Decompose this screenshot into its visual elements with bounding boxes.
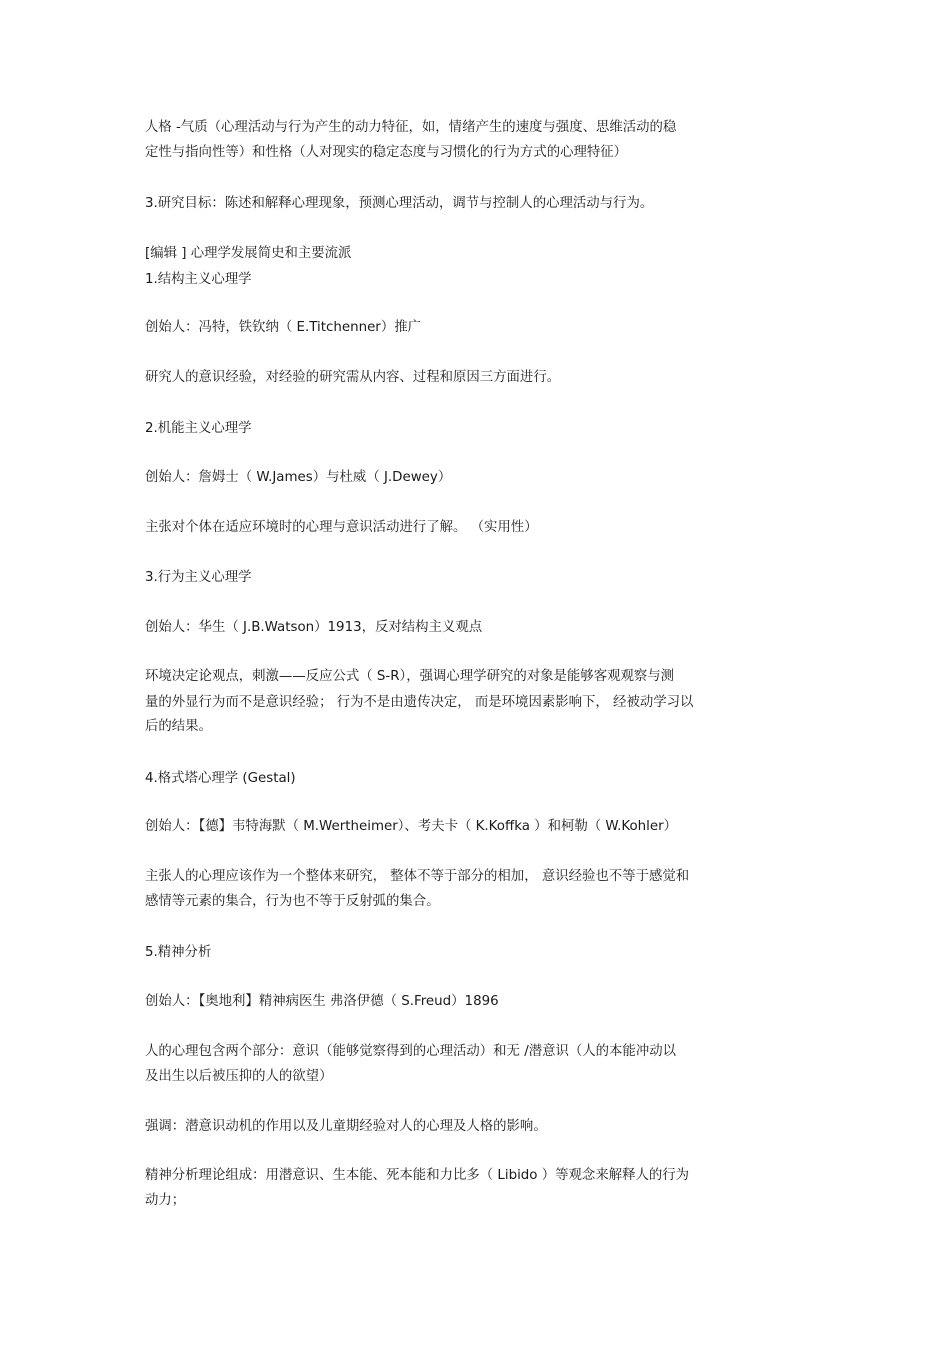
gestalt-founder: 创始人：【德】韦特海默（ M.Wertheimer）、考夫卡（ K.Koffka ）和柯勒（ W.Kohler）: [145, 819, 678, 834]
psychoanalysis-desc-2: 及出生以后被压抑的人的欲望）: [145, 1069, 333, 1084]
psychoanalysis-desc-1: 人的心理包含两个部分：意识（能够觉察得到的心理活动）和无 /潜意识（人的本能冲动以: [145, 1044, 676, 1059]
heading-psychoanalysis: 5.精神分析: [145, 945, 212, 960]
psychoanalysis-theory-2: 动力；: [145, 1193, 186, 1208]
behaviorism-founder: 创始人：华生（ J.B.Watson）1913，反对结构主义观点: [145, 620, 483, 635]
heading-behaviorism: 3.行为主义心理学: [145, 570, 252, 585]
behaviorism-desc-1: 环境决定论观点，刺激——反应公式（ S-R），强调心理学研究的对象是能够客观观察与测: [145, 669, 675, 684]
psychoanalysis-emphasis: 强调：潜意识动机的作用以及儿童期经验对人的心理及人格的影响。: [145, 1119, 547, 1134]
heading-structuralism: 1.结构主义心理学: [145, 272, 252, 287]
heading-functionalism: 2.机能主义心理学: [145, 421, 252, 436]
psychoanalysis-theory-1: 精神分析理论组成：用潜意识、生本能、死本能和力比多（ Libido ）等观念来解释人的行为: [145, 1168, 690, 1183]
research-goal: 3.研究目标：陈述和解释心理现象，预测心理活动，调节与控制人的心理活动与行为。: [145, 196, 654, 211]
structuralism-founder: 创始人：冯特，铁钦纳（ E.Titchenner）推广: [145, 320, 421, 335]
functionalism-founder: 创始人：詹姆士（ W.James）与杜威（ J.Dewey）: [145, 470, 452, 485]
gestalt-desc-1: 主张人的心理应该作为一个整体来研究， 整体不等于部分的相加， 意识经验也不等于感觉和: [145, 869, 690, 884]
section-heading: [编辑 ] 心理学发展简史和主要流派: [145, 246, 352, 261]
personality-line-1: 人格 -气质（心理活动与行为产生的动力特征，如，情绪产生的速度与强度、思维活动的稳: [145, 120, 677, 135]
psychoanalysis-founder: 创始人：【奥地利】精神病医生 弗洛伊德（ S.Freud）1896: [145, 994, 499, 1009]
functionalism-desc: 主张对个体在适应环境时的心理与意识活动进行了解。 （实用性）: [145, 520, 538, 535]
heading-gestalt: 4.格式塔心理学 (Gestal): [145, 771, 296, 786]
gestalt-desc-2: 感情等元素的集合，行为也不等于反射弧的集合。: [145, 894, 440, 909]
behaviorism-desc-3: 后的结果。: [145, 719, 212, 734]
structuralism-desc: 研究人的意识经验，对经验的研究需从内容、过程和原因三方面进行。: [145, 370, 561, 385]
personality-line-2: 定性与指向性等）和性格（人对现实的稳定态度与习惯化的行为方式的心理特征）: [145, 145, 628, 160]
behaviorism-desc-2: 量的外显行为而不是意识经验； 行为不是由遗传决定， 而是环境因素影响下， 经被动学习以: [145, 695, 694, 710]
